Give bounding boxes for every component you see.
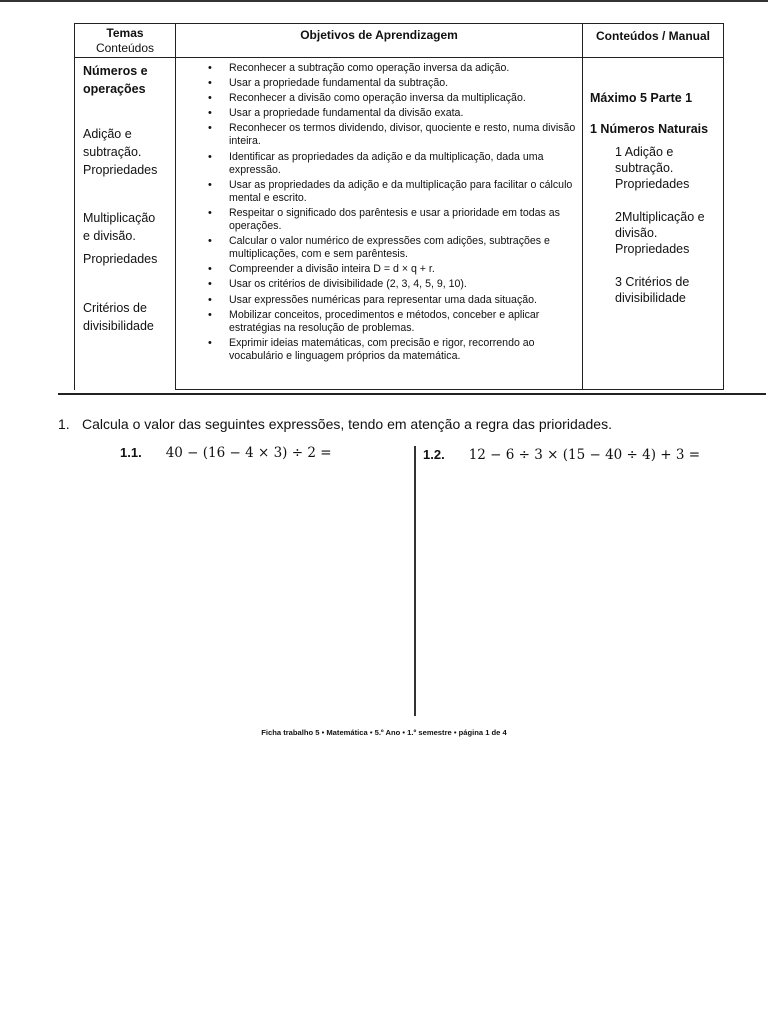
tema-line: Números e — [83, 64, 148, 78]
tema-line: Multiplicação — [83, 211, 156, 225]
learning-objectives-table — [74, 23, 724, 390]
list-item: • Reconhecer a divisão como operação inversa da multiplicação. — [190, 92, 576, 105]
top-rule — [0, 0, 768, 2]
list-item: • Compreender a divisão inteira D = d × q + r. — [190, 263, 576, 276]
tema-line: subtração. — [83, 145, 142, 159]
answer-divider — [414, 446, 416, 716]
manual-line: subtração. — [615, 161, 674, 175]
tema-adicao-subtracao — [83, 125, 157, 179]
tema-multiplicacao-divisao — [83, 209, 157, 268]
page-footer: Ficha trabalho 5 • Matemática • 5.º Ano • 1.º semestre • página 1 de 4 — [261, 728, 507, 737]
tema-line: Propriedades — [83, 252, 158, 266]
list-item: • Usar a propriedade fundamental da divisão exata. — [190, 107, 576, 120]
header-manual: Conteúdos / Manual — [583, 24, 724, 58]
header-temas-label: Temas — [106, 26, 144, 40]
list-item: • Usar os critérios de divisibilidade (2, 3, 4, 5, 9, 10). — [190, 278, 576, 291]
manual-section-2 — [615, 209, 705, 257]
exercise-expression: 12 − 6 ÷ 3 × (15 − 40 ÷ 4) + 3 = — [468, 447, 701, 463]
tema-line: Adição e — [83, 127, 132, 141]
exercise-expression: 40 − (16 − 4 × 3) ÷ 2 = — [165, 445, 332, 461]
exercise-1-1 — [120, 445, 332, 461]
list-item: • Identificar as propriedades da adição e da multiplicação, dada uma expressão. — [190, 151, 576, 177]
exercise-instruction-text: Calcula o valor das seguintes expressões, tendo em atenção a regra das prioridades. — [82, 416, 612, 432]
section-divider — [58, 393, 766, 395]
manual-maximo: Máximo 5 Parte 1 — [590, 91, 693, 105]
exercise-label: 1.2. — [423, 447, 445, 462]
list-item: • Respeitar o significado dos parêntesis e usar a prioridade em todas as operações. — [190, 207, 576, 233]
list-item: • Usar as propriedades da adição e da multiplicação para facilitar o cálculo mental e escrito. — [190, 179, 576, 205]
manual-column — [583, 58, 724, 390]
header-conteudos-label: Conteúdos — [95, 41, 155, 55]
table-header-row — [75, 24, 724, 58]
list-item: • Reconhecer os termos dividendo, divisor, quociente e resto, numa divisão inteira. — [190, 122, 576, 148]
list-item: • Mobilizar conceitos, procedimentos e métodos, conceber e aplicar estratégias na resolução de problemas. — [190, 309, 576, 335]
temas-column — [75, 58, 176, 390]
manual-line: Propriedades — [615, 242, 690, 256]
header-temas — [75, 24, 176, 58]
manual-line: 3 Critérios de — [615, 275, 690, 289]
tema-numeros-operacoes — [83, 62, 148, 98]
exercise-number: 1. — [58, 416, 70, 432]
manual-section-3 — [615, 274, 689, 306]
manual-line: 2Multiplicação e — [615, 210, 705, 224]
list-item: • Reconhecer a subtração como operação inversa da adição. — [190, 62, 576, 75]
list-item: • Exprimir ideias matemáticas, com precisão e rigor, recorrendo ao vocabulário e linguagem próprios da matemática. — [190, 337, 576, 363]
objectives-list — [176, 58, 582, 363]
table-body-row — [75, 58, 724, 390]
manual-section-1 — [615, 144, 689, 192]
exercise-1-instruction — [58, 416, 612, 432]
manual-line: divisão. — [615, 226, 658, 240]
tema-line: Propriedades — [83, 163, 158, 177]
tema-line: Critérios de — [83, 301, 147, 315]
manual-numeros-naturais: 1 Números Naturais — [590, 122, 709, 136]
tema-criterios-divisibilidade — [83, 299, 154, 335]
manual-line: 1 Adição e — [615, 145, 674, 159]
list-item: • Calcular o valor numérico de expressões com adições, subtrações e multiplicações, com e sem parêntesis. — [190, 235, 576, 261]
tema-line: divisibilidade — [83, 319, 154, 333]
manual-line: Propriedades — [615, 177, 690, 191]
list-item: • Usar a propriedade fundamental da subtração. — [190, 77, 576, 90]
exercise-label: 1.1. — [120, 445, 142, 460]
tema-line: operações — [83, 82, 146, 96]
list-item: • Usar expressões numéricas para representar uma dada situação. — [190, 294, 576, 307]
objetivos-column — [176, 58, 583, 390]
tema-line: e divisão. — [83, 229, 136, 243]
exercise-1-2 — [423, 447, 700, 463]
header-objetivos: Objetivos de Aprendizagem — [176, 24, 583, 58]
manual-line: divisibilidade — [615, 291, 686, 305]
